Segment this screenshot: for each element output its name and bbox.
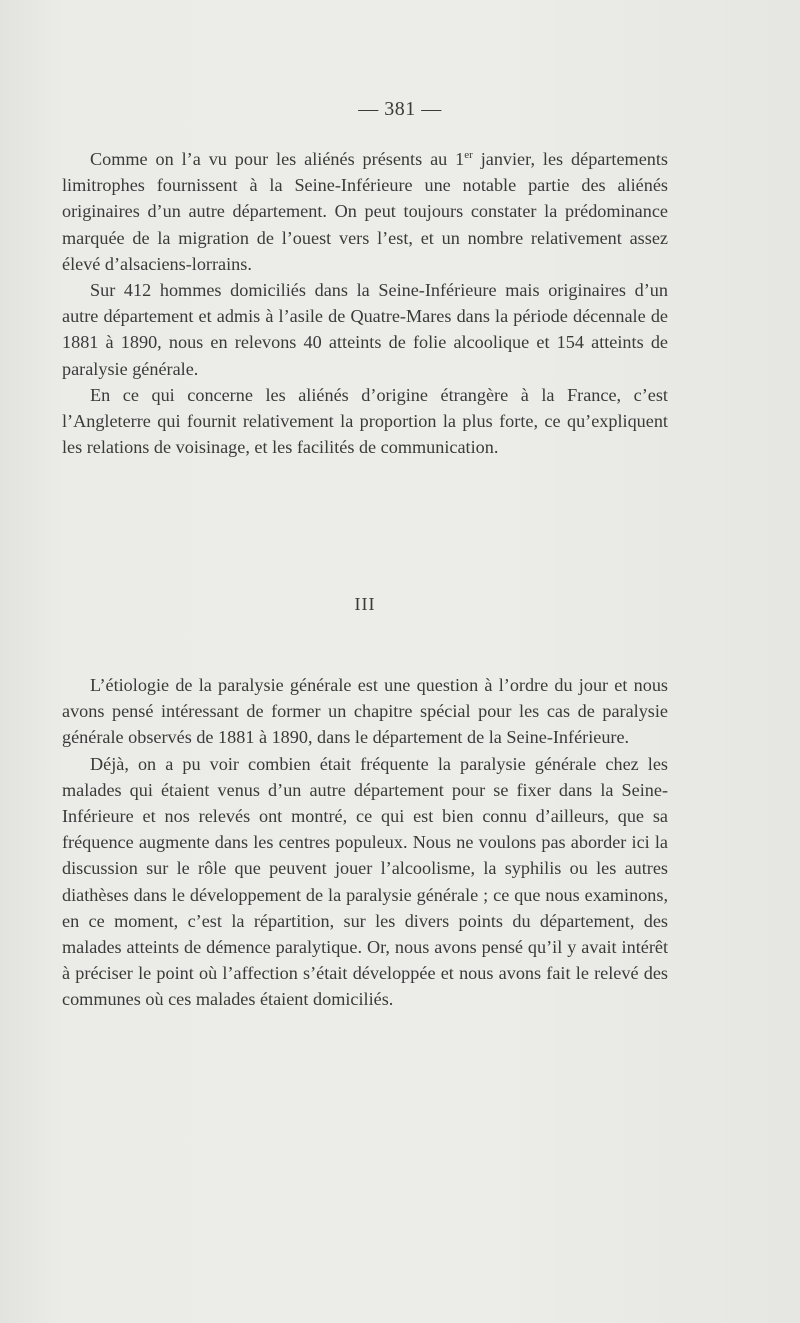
paragraph-3: En ce qui concerne les aliénés d’origine étrangère à la France, c’est l’Angleterre qui fournit relativement la proportion la plus forte, ce qu’expliquent les relations de voisinage, et les facilités de communication. [62,384,668,458]
paragraph-1-text-b: janvier, les départements limitrophes fournissent à la Seine-Inférieure une notable partie des aliénés originaires d’un autre département. On peut toujours constater la prédominance marquée de la migration de l’ouest vers l’est, et un nombre relativement assez élevé d’alsaciens-lorrains. [62,149,668,274]
superscript-er: er [464,148,473,161]
page-number: — 381 — [358,98,442,120]
text-block-after-heading [62,672,668,1013]
paragraph-4: L’étiologie de la paralysie générale est une question à l’ordre du jour et nous avons pensé intéressant de former un chapitre spécial pour les cas de paralysie générale observés de 1881 à 1890, dans le département de la Seine-Inférieure. [62,675,668,748]
paragraph-1-text-a: Comme on l’a vu pour les aliénés présents au 1 [90,149,465,169]
text-block-before-heading [62,146,668,460]
section-heading: III [354,594,376,614]
paragraph-5: Déjà, on a pu voir combien était fréquente la paralysie générale chez les malades qui étaient venus d’un autre département pour se fixer dans la Seine-Inférieure et nos relevés ont montré, ce qui est bien connu d’ailleurs, que sa fréquence augmente dans les centres populeux. Nous ne voulons pas aborder ici la discussion sur le rôle que peuvent jouer l’alcoolisme, la syphilis ou les autres diathèses dans le développement de la paralysie générale ; ce que nous examinons, en ce moment, c’est la répartition, sur les divers points du département, des malades atteints de démence paralytique. Or, nous avons pensé qu’il y avait intérêt à préciser le point où l’affection s’était développée et nous avons fait le relevé des communes où ces malades étaient domiciliés. [62,753,668,1010]
paragraph-2: Sur 412 hommes domiciliés dans la Seine-Inférieure mais originaires d’un autre département et admis à l’asile de Quatre-Mares dans la période décennale de 1881 à 1890, nous en relevons 40 atteints de folie alcoolique et 154 atteints de paralysie générale. [62,280,668,379]
paragraph-1 [62,146,668,277]
